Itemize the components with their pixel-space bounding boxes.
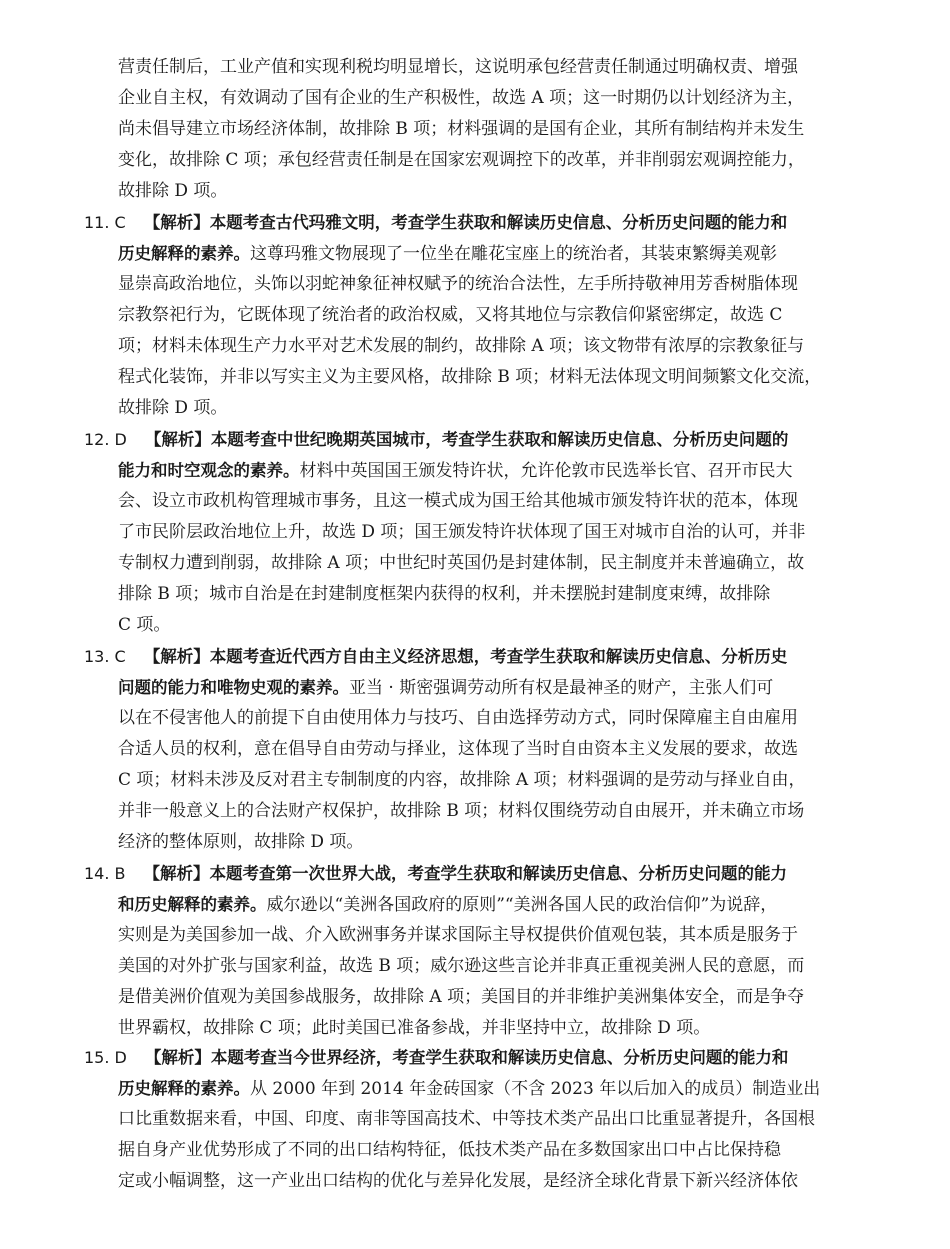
text-line: 以在不侵害他人的前提下自由使用体力与技巧、自由选择劳动方式，同时保障雇主自由雇用 bbox=[118, 708, 798, 728]
analysis-heading: 【解析】本题考查当今世界经济，考查学生获取和解读历史信息、分析历史问题的能力和 bbox=[144, 1048, 789, 1067]
text-line: 合适人员的权利，意在倡导自由劳动与择业，这体现了当时自由资本主义发展的要求，故选 bbox=[118, 739, 798, 759]
item-second-line bbox=[118, 889, 860, 920]
text-line: 据自身产业优势形成了不同的出口结构特征，低技术类产品在多数国家出口中占比保持稳 bbox=[118, 1140, 781, 1160]
text-line: 美国的对外扩张与国家利益，故选 B 项；威尔逊这些言论并非真正重视美洲人民的意愿，而 bbox=[118, 956, 805, 976]
analysis-heading: 【解析】本题考查近代西方自由主义经济思想，考查学生获取和解读历史信息、分析历史 bbox=[143, 647, 788, 666]
text-line: 并非一般意义上的合法财产权保护，故排除 B 项；材料仅围绕劳动自由展开，并未确立市场 bbox=[118, 801, 805, 821]
analysis-heading-cont: 和历史解释的素养。 bbox=[118, 895, 267, 914]
answer-item-13 bbox=[84, 641, 860, 858]
continuation-paragraph bbox=[118, 52, 860, 207]
answer-item-12 bbox=[84, 424, 860, 641]
analysis-heading-cont: 能力和时空观念的素养。 bbox=[118, 461, 300, 480]
text-line: 项；材料未体现生产力水平对艺术发展的制约，故排除 A 项；该文物带有浓厚的宗教象征与 bbox=[118, 336, 805, 356]
answer-item-11 bbox=[84, 207, 860, 424]
text-line: 是借美洲价值观为美国参战服务，故排除 A 项；美国目的并非维护美洲集体安全，而是争夺 bbox=[118, 987, 805, 1007]
text-line: 故排除 D 项。 bbox=[118, 398, 228, 418]
text-line: 专制权力遭到削弱，故排除 A 项；中世纪时英国仍是封建体制，民主制度并未普遍确立，故 bbox=[118, 553, 805, 573]
item-heading-line bbox=[84, 858, 860, 889]
item-heading-line bbox=[84, 424, 860, 455]
item-second-line bbox=[118, 455, 860, 486]
item-number: 14. B bbox=[84, 864, 126, 883]
text-line: 故排除 D 项。 bbox=[118, 181, 228, 201]
analysis-text: 亚当 · 斯密强调劳动所有权是最神圣的财产，主张人们可 bbox=[349, 678, 774, 698]
analysis-heading-cont: 问题的能力和唯物史观的素养。 bbox=[118, 678, 349, 697]
analysis-text: 威尔逊以“美洲各国政府的原则”“美洲各国人民的政治信仰”为说辞， bbox=[266, 895, 778, 915]
item-second-line bbox=[118, 1073, 860, 1104]
text-line: 实则是为美国参加一战、介入欧洲事务并谋求国际主导权提供价值观包装，其本质是服务于 bbox=[118, 925, 798, 945]
text-line: 口比重数据来看，中国、印度、南非等国高技术、中等技术类产品出口比重显著提升，各国根 bbox=[118, 1109, 815, 1129]
item-second-line bbox=[118, 672, 860, 703]
text-line: C 项。 bbox=[118, 615, 171, 635]
text-line: 变化，故排除 C 项；承包经营责任制是在国家宏观调控下的改革，并非削弱宏观调控能力， bbox=[118, 150, 805, 170]
analysis-heading: 【解析】本题考查古代玛雅文明，考查学生获取和解读历史信息、分析历史问题的能力和 bbox=[143, 213, 788, 232]
item-number: 15. D bbox=[84, 1048, 127, 1067]
item-second-line bbox=[118, 238, 860, 269]
item-number: 12. D bbox=[84, 430, 127, 449]
text-line: 显崇高政治地位，头饰以羽蛇神象征神权赋予的统治合法性，左手所持敬神用芳香树脂体现 bbox=[118, 274, 798, 294]
text-line: 营责任制后，工业产值和实现利税均明显增长，这说明承包经营责任制通过明确权责、增强 bbox=[118, 57, 798, 77]
item-heading-line bbox=[84, 1042, 860, 1073]
text-line: 尚未倡导建立市场经济体制，故排除 B 项；材料强调的是国有企业，其所有制结构并未发生 bbox=[118, 119, 805, 139]
analysis-text: 这尊玛雅文物展现了一位坐在雕花宝座上的统治者，其装束繁缛美观彰 bbox=[250, 244, 777, 264]
answer-item-15 bbox=[84, 1042, 860, 1197]
analysis-heading: 【解析】本题考查中世纪晚期英国城市，考查学生获取和解读历史信息、分析历史问题的 bbox=[144, 430, 789, 449]
analysis-heading-cont: 历史解释的素养。 bbox=[118, 244, 250, 263]
text-line: 程式化装饰，并非以写实主义为主要风格，故排除 B 项；材料无法体现文明间频繁文化交流， bbox=[118, 367, 822, 387]
answer-item-14 bbox=[84, 858, 860, 1044]
text-line: 了市民阶层政治地位上升，故选 D 项；国王颁发特许状体现了国王对城市自治的认可，并非 bbox=[118, 522, 806, 542]
text-line: 经济的整体原则，故排除 D 项。 bbox=[118, 832, 364, 852]
text-line: C 项；材料未涉及反对君主专制制度的内容，故排除 A 项；材料强调的是劳动与择业自由， bbox=[118, 770, 806, 790]
item-heading-line bbox=[84, 207, 860, 238]
text-line: 会、设立市政机构管理城市事务，且这一模式成为国王给其他城市颁发特许状的范本，体现 bbox=[118, 491, 798, 511]
analysis-text: 材料中英国国王颁发特许状，允许伦敦市民选举长官、召开市民大 bbox=[299, 461, 793, 481]
analysis-heading: 【解析】本题考查第一次世界大战，考查学生获取和解读历史信息、分析历史问题的能力 bbox=[143, 864, 788, 883]
text-line: 排除 B 项；城市自治是在封建制度框架内获得的权利，并未摆脱封建制度束缚，故排除 bbox=[118, 584, 771, 604]
text-line: 世界霸权，故排除 C 项；此时美国已准备参战，并非坚持中立，故排除 D 项。 bbox=[118, 1018, 711, 1038]
text-line: 定或小幅调整，这一产业出口结构的优化与差异化发展，是经济全球化背景下新兴经济体依 bbox=[118, 1171, 798, 1191]
item-number: 13. C bbox=[84, 647, 126, 666]
item-heading-line bbox=[84, 641, 860, 672]
text-line: 企业自主权，有效调动了国有企业的生产积极性，故选 A 项；这一时期仍以计划经济为主， bbox=[118, 88, 805, 108]
analysis-heading-cont: 历史解释的素养。 bbox=[118, 1079, 250, 1098]
analysis-text: 从 2000 年到 2014 年金砖国家（不含 2023 年以后加入的成员）制造业出 bbox=[250, 1079, 821, 1099]
item-number: 11. C bbox=[84, 213, 126, 232]
text-line: 宗教祭祀行为，它既体现了统治者的政治权威，又将其地位与宗教信仰紧密绑定，故选 C bbox=[118, 305, 783, 325]
